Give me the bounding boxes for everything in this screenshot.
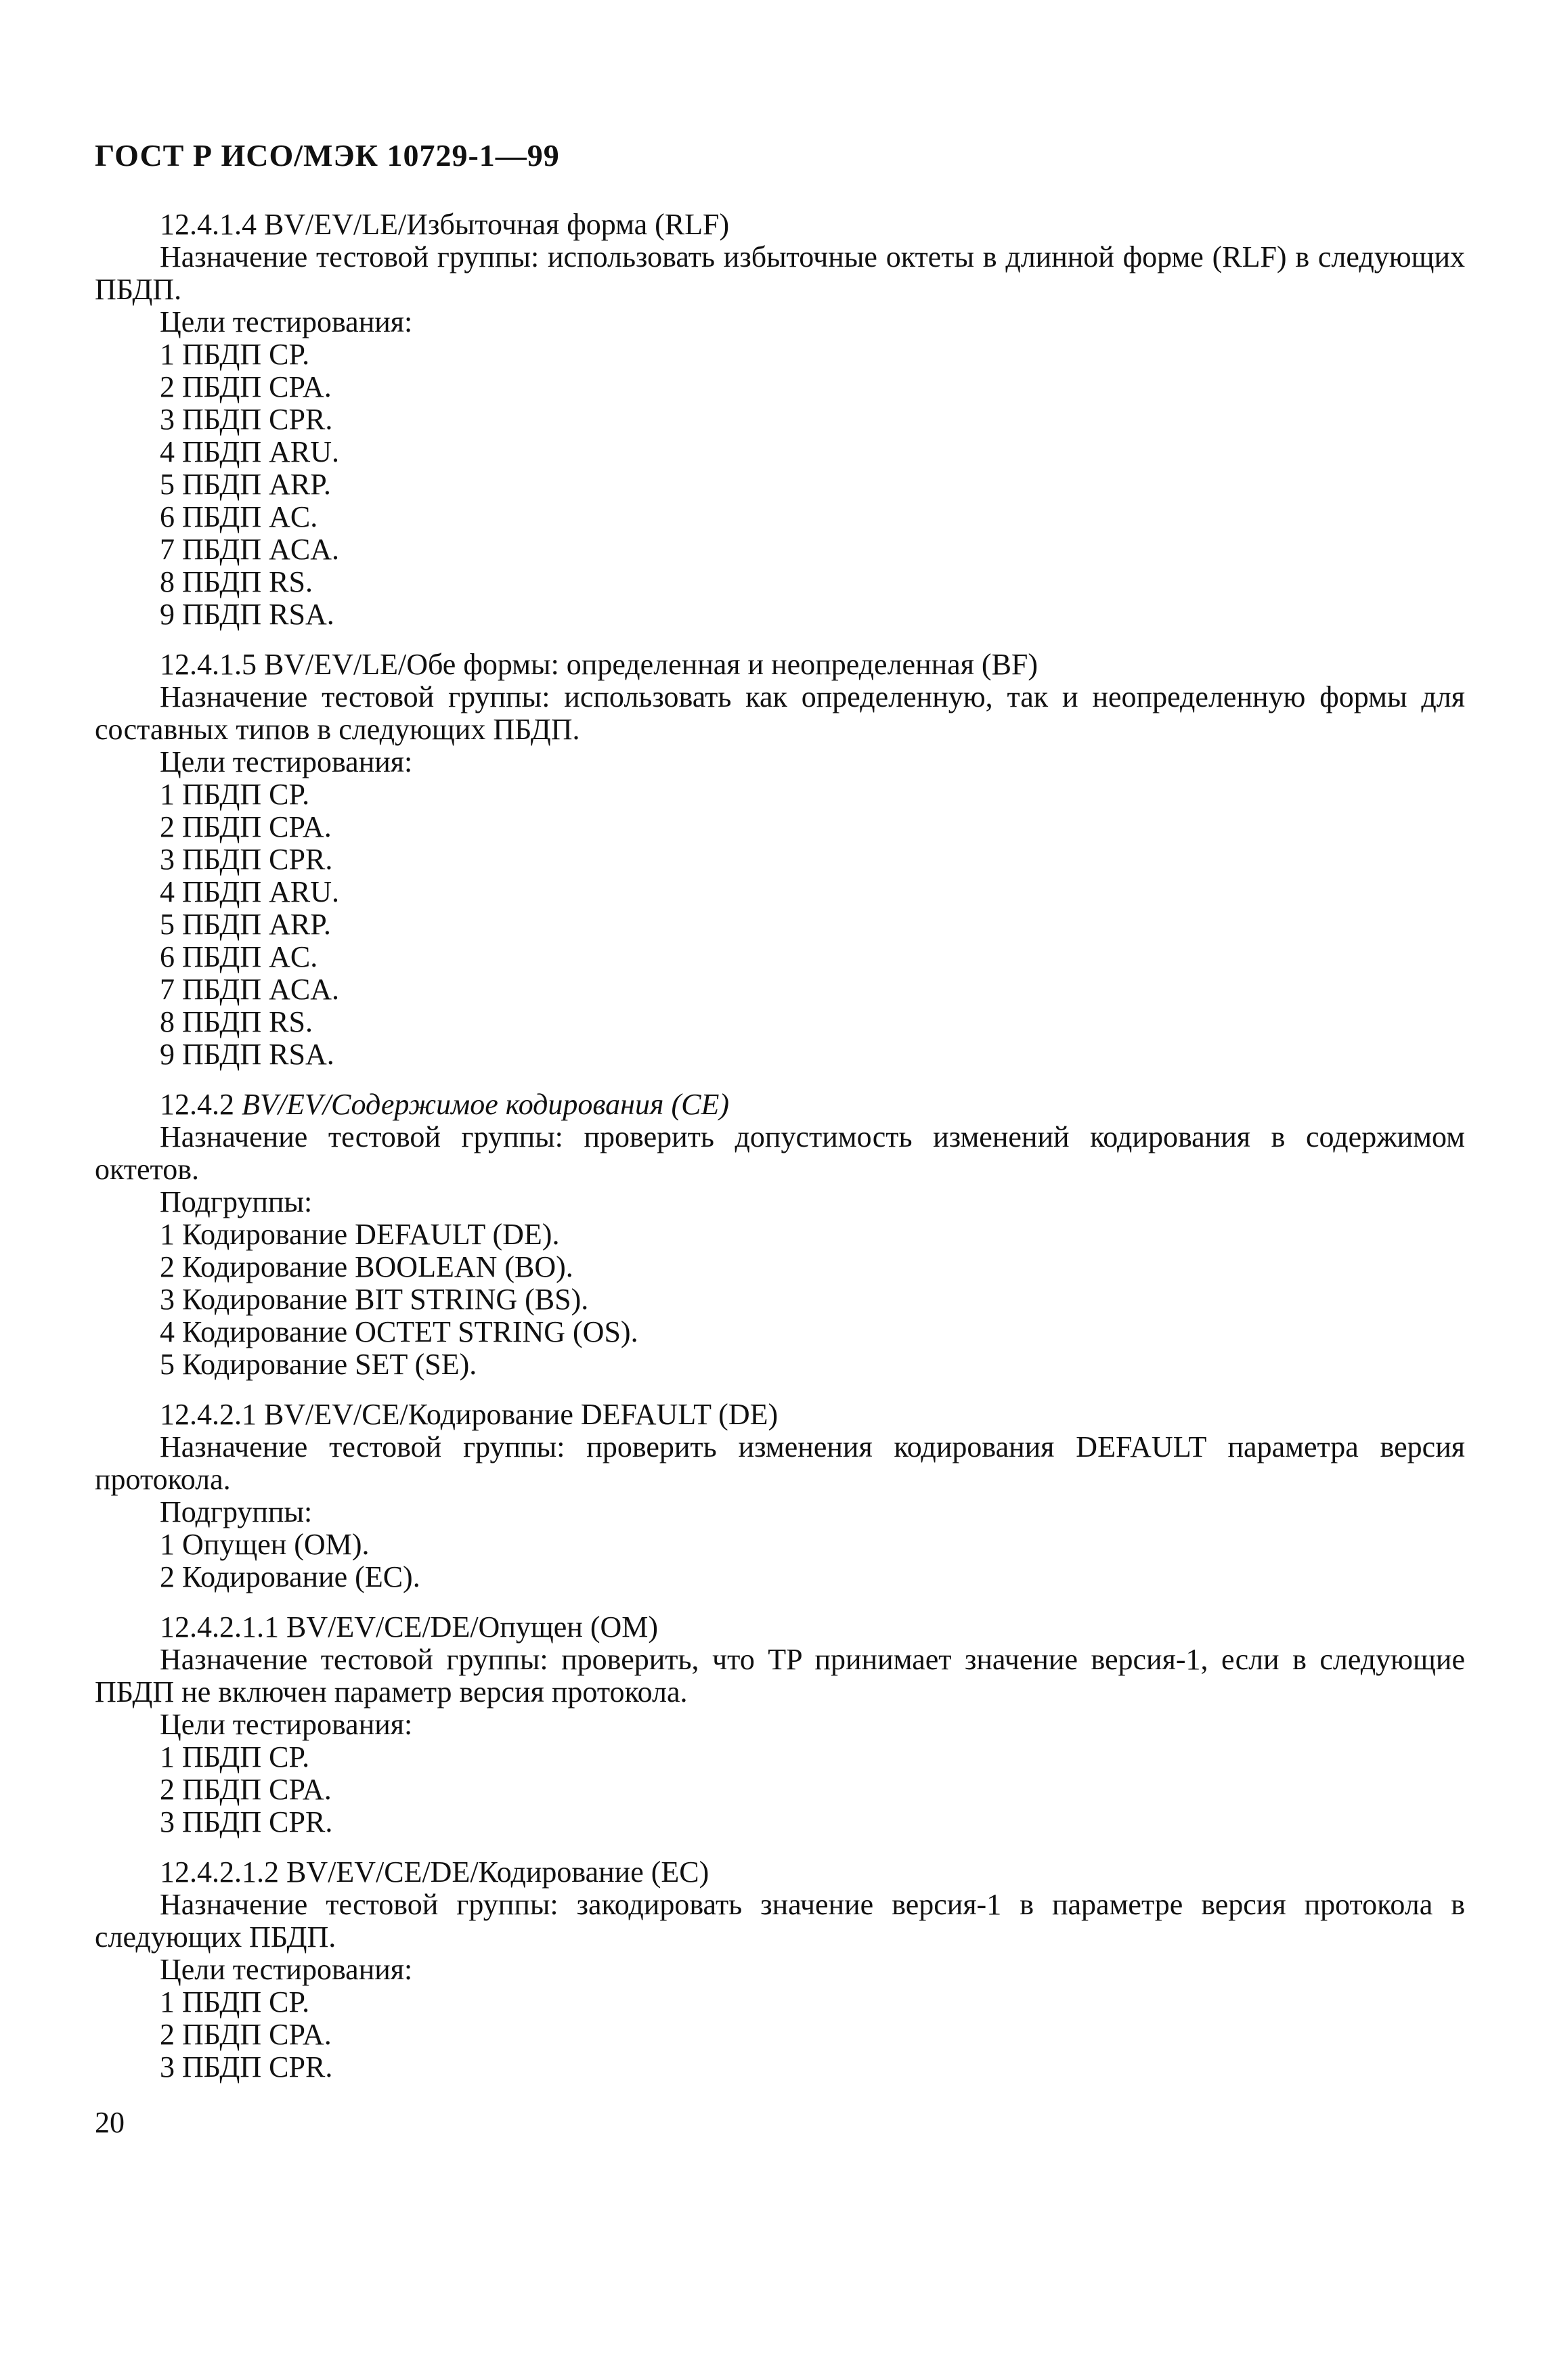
list-item: 1 ПБДП CP. xyxy=(160,1985,310,2019)
list-item: 3 Кодирование BIT STRING (BS). xyxy=(160,1283,589,1316)
section-heading xyxy=(95,1088,1465,1121)
section-number: 12.4.1.4 xyxy=(160,208,257,241)
list-item: 8 ПБДП RS. xyxy=(160,1005,313,1038)
page-number: 20 xyxy=(95,2106,125,2139)
section-12-4-1-4 xyxy=(95,208,1465,631)
list-item: 5 Кодирование SET (SE). xyxy=(160,1348,477,1381)
list-label: Цели тестирования: xyxy=(160,745,413,778)
list-label: Цели тестирования: xyxy=(160,1708,413,1741)
section-number: 12.4.2.1 xyxy=(160,1398,257,1431)
subgroup-list xyxy=(95,1528,1465,1593)
target-list xyxy=(95,338,1465,631)
target-list xyxy=(95,1986,1465,2084)
list-item: 5 ПБДП ARP. xyxy=(160,908,331,941)
section-title: BV/EV/CE/DE/Кодирование (EC) xyxy=(286,1855,709,1889)
list-item: 1 ПБДП CP. xyxy=(160,778,310,811)
list-item: 4 Кодирование OCTET STRING (OS). xyxy=(160,1315,638,1348)
section-heading xyxy=(95,648,1465,681)
section-number: 12.4.2.1.1 xyxy=(160,1610,279,1644)
list-item: 3 ПБДП CPR. xyxy=(160,2050,333,2084)
section-title: BV/EV/LE/Обе формы: определенная и неопределенная (BF) xyxy=(264,648,1038,681)
list-item: 1 Опущен (OM). xyxy=(160,1528,370,1561)
list-label: Цели тестирования: xyxy=(160,305,413,338)
section-heading xyxy=(95,1611,1465,1644)
list-item: 8 ПБДП RS. xyxy=(160,565,313,598)
list-label: Подгруппы: xyxy=(160,1185,313,1218)
section-number: 12.4.2.1.2 xyxy=(160,1855,279,1889)
document-header: ГОСТ Р ИСО/МЭК 10729-1—99 xyxy=(95,138,560,173)
list-item: 1 ПБДП CP. xyxy=(160,338,310,371)
list-item: 9 ПБДП RSA. xyxy=(160,598,334,631)
list-item: 4 ПБДП ARU. xyxy=(160,435,340,468)
section-12-4-2-1-2 xyxy=(95,1856,1465,2084)
section-purpose: Назначение тестовой группы: использовать избыточные октеты в длинной форме (RLF) в следующих ПБДП. xyxy=(95,240,1465,306)
list-item: 7 ПБДП ACA. xyxy=(160,973,340,1006)
list-item: 2 ПБДП CPA. xyxy=(160,1773,332,1806)
section-purpose: Назначение тестовой группы: проверить, что TP принимает значение версия-1, если в следующие ПБДП не включен параметр версия протокола. xyxy=(95,1643,1465,1709)
list-item: 6 ПБДП AC. xyxy=(160,500,318,533)
section-12-4-2-1-1 xyxy=(95,1611,1465,1838)
list-item: 7 ПБДП ACA. xyxy=(160,533,340,566)
list-item: 2 ПБДП CPA. xyxy=(160,810,332,843)
list-item: 1 ПБДП CP. xyxy=(160,1740,310,1773)
list-item: 5 ПБДП ARP. xyxy=(160,468,331,501)
section-12-4-1-5 xyxy=(95,648,1465,1071)
list-item: 2 ПБДП CPA. xyxy=(160,370,332,403)
list-item: 2 Кодирование BOOLEAN (BO). xyxy=(160,1250,573,1283)
list-item: 4 ПБДП ARU. xyxy=(160,875,340,908)
section-12-4-2-1 xyxy=(95,1398,1465,1593)
list-label: Цели тестирования: xyxy=(160,1953,413,1986)
section-title: BV/EV/Содержимое кодирования (CE) xyxy=(242,1088,729,1121)
list-item: 9 ПБДП RSA. xyxy=(160,1038,334,1071)
section-number: 12.4.1.5 xyxy=(160,648,257,681)
list-item: 1 Кодирование DEFAULT (DE). xyxy=(160,1218,560,1251)
section-purpose: Назначение тестовой группы: использовать как определенную, так и неопределенную формы для составных типов в следующих ПБДП. xyxy=(95,680,1465,746)
section-12-4-2 xyxy=(95,1088,1465,1381)
subgroup-list xyxy=(95,1218,1465,1381)
section-title: BV/EV/LE/Избыточная форма (RLF) xyxy=(264,208,730,241)
section-purpose: Назначение тестовой группы: закодировать значение версия-1 в параметре версия протокола в следующих ПБДП. xyxy=(95,1888,1465,1954)
target-list xyxy=(95,778,1465,1071)
section-title: BV/EV/CE/Кодирование DEFAULT (DE) xyxy=(264,1398,779,1431)
list-item: 3 ПБДП CPR. xyxy=(160,403,333,436)
section-heading xyxy=(95,1856,1465,1889)
target-list xyxy=(95,1741,1465,1838)
section-purpose: Назначение тестовой группы: проверить допустимость изменений кодирования в содержимом октетов. xyxy=(95,1120,1465,1186)
list-item: 3 ПБДП CPR. xyxy=(160,1805,333,1838)
list-item: 3 ПБДП CPR. xyxy=(160,843,333,876)
list-label: Подгруппы: xyxy=(160,1495,313,1528)
list-item: 6 ПБДП AC. xyxy=(160,940,318,973)
list-item: 2 ПБДП CPA. xyxy=(160,2018,332,2051)
section-title: BV/EV/CE/DE/Опущен (OM) xyxy=(286,1610,659,1644)
section-number: 12.4.2 xyxy=(160,1088,234,1121)
list-item: 2 Кодирование (EC). xyxy=(160,1560,420,1593)
section-heading xyxy=(95,1398,1465,1431)
section-heading xyxy=(95,208,1465,241)
section-purpose: Назначение тестовой группы: проверить изменения кодирования DEFAULT параметра версия протокола. xyxy=(95,1430,1465,1496)
